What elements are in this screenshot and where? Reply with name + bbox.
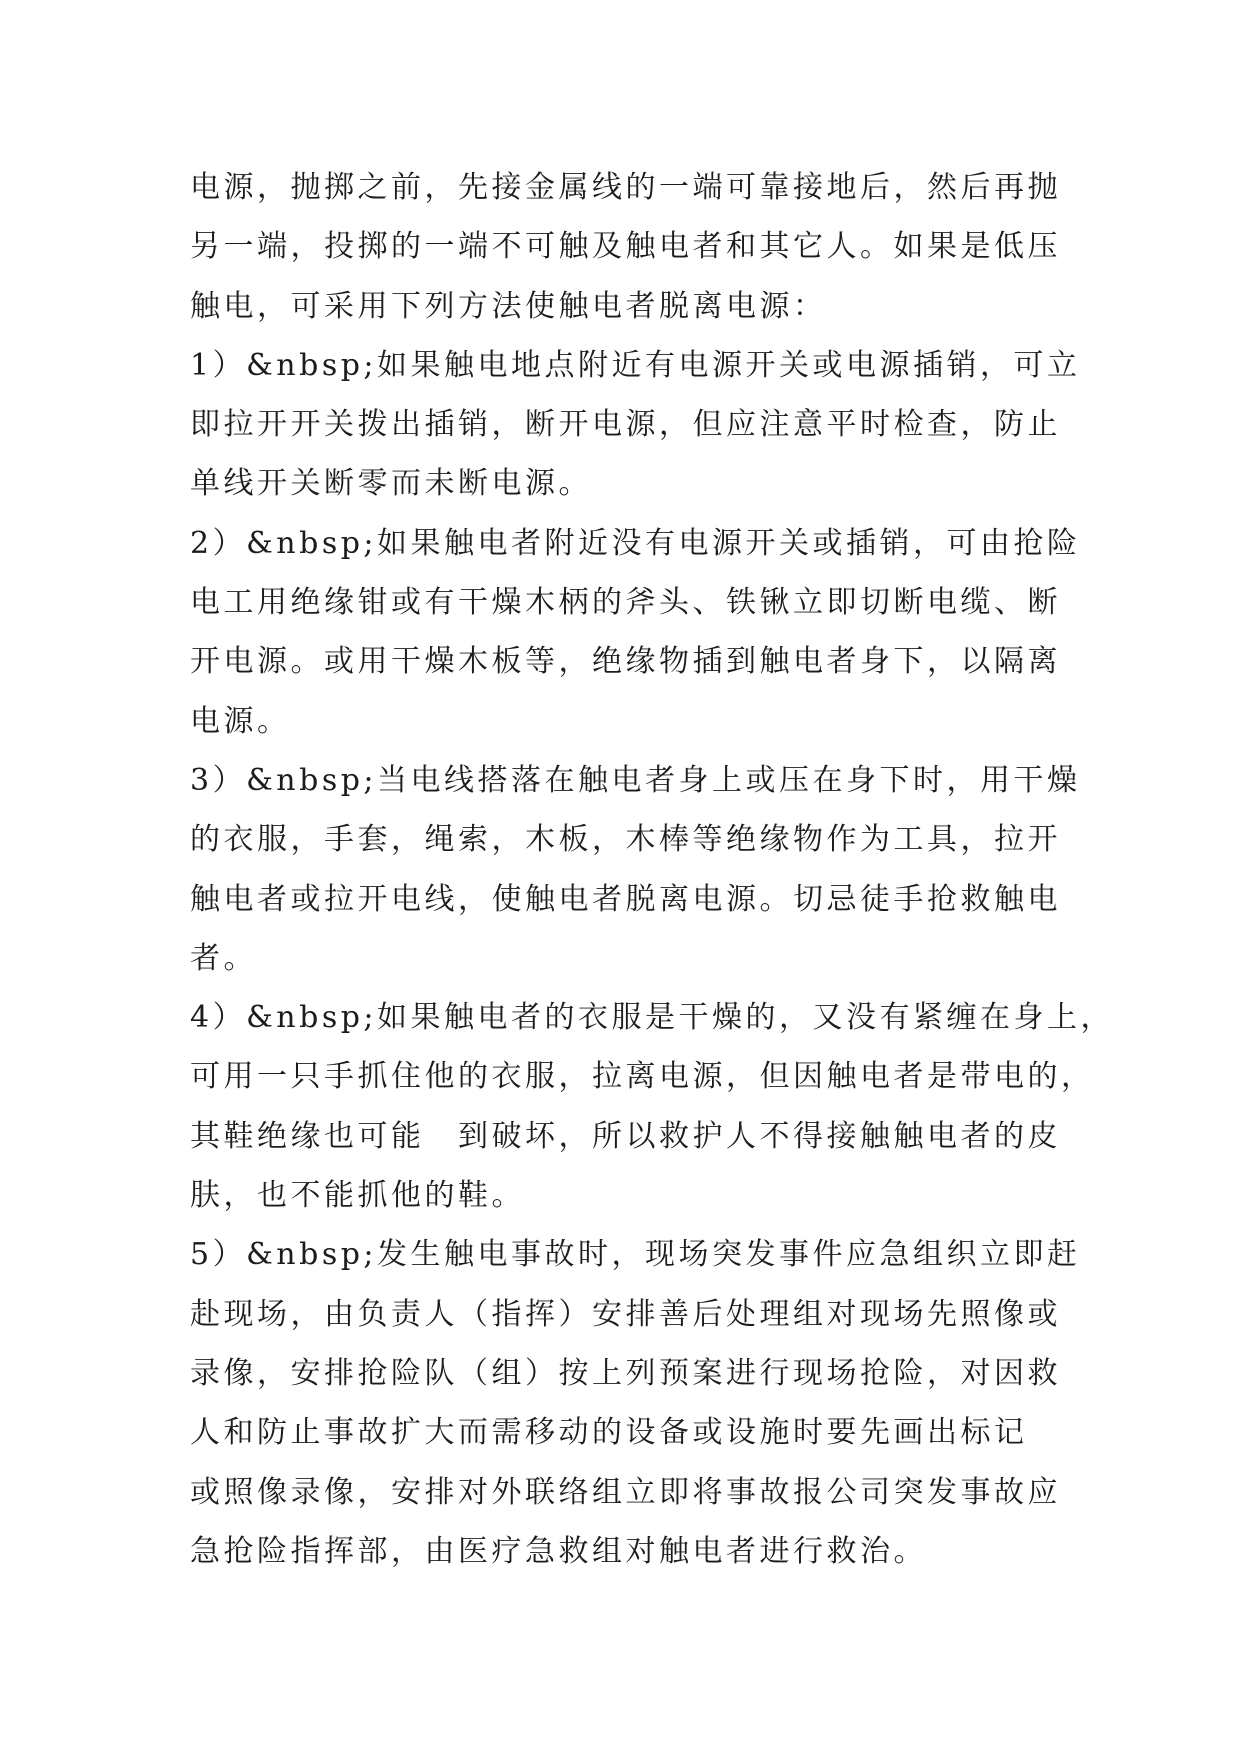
text-line: 5）&nbsp;发生触电事故时，现场突发事件应急组织立即赶 — [190, 1237, 1081, 1273]
text-line: 的衣服，手套，绳索，木板，木棒等绝缘物作为工具，拉开 — [190, 822, 1061, 858]
text-line: 单线开关断零而未断电源。 — [190, 466, 592, 502]
text-line: 赴现场，由负责人（指挥）安排善后处理组对现场先照像或 — [190, 1296, 1061, 1332]
text-line: 人和防止事故扩大而需移动的设备或设施时要先画出标记 — [190, 1415, 1028, 1451]
text-line: 急抢险指挥部，由医疗急救组对触电者进行救治。 — [190, 1533, 927, 1569]
text-line: 1）&nbsp;如果触电地点附近有电源开关或电源插销，可立 — [190, 347, 1081, 383]
text-line: 可用一只手抓住他的衣服，拉离电源，但因触电者是带电的， — [190, 1059, 1095, 1095]
text-line: 其鞋绝缘也可能 到破坏，所以救护人不得接触触电者的皮 — [190, 1118, 1061, 1154]
text-line: 电源，抛掷之前，先接金属线的一端可靠接地后，然后再抛 — [190, 170, 1061, 205]
text-line: 3）&nbsp;当电线搭落在触电者身上或压在身下时，用干燥 — [190, 762, 1081, 798]
text-line: 另一端，投掷的一端不可触及触电者和其它人。如果是低压 — [190, 229, 1061, 265]
text-line: 录像，安排抢险队（组）按上列预案进行现场抢险，对因救 — [190, 1355, 1061, 1391]
text-line: 者。 — [190, 940, 257, 976]
text-line: 触电，可采用下列方法使触电者脱离电源： — [190, 288, 827, 324]
text-line: 或照像录像，安排对外联络组立即将事故报公司突发事故应 — [190, 1474, 1061, 1510]
text-line: 4）&nbsp;如果触电者的衣服是干燥的，又没有紧缠在身上， — [190, 1000, 1115, 1036]
text-line: 触电者或拉开电线，使触电者脱离电源。切忌徒手抢救触电 — [190, 881, 1061, 917]
body-text — [190, 158, 1115, 1581]
text-line: 电工用绝缘钳或有干燥木柄的斧头、铁锹立即切断电缆、断 — [190, 585, 1061, 621]
text-line: 肤，也不能抓他的鞋。 — [190, 1178, 525, 1214]
text-line: 电源。 — [190, 703, 291, 739]
text-line: 2）&nbsp;如果触电者附近没有电源开关或插销，可由抢险 — [190, 525, 1081, 561]
text-line: 即拉开开关拨出插销，断开电源，但应注意平时检查，防止 — [190, 407, 1061, 443]
text-line: 开电源。或用干燥木板等，绝缘物插到触电者身下，以隔离 — [190, 644, 1061, 680]
